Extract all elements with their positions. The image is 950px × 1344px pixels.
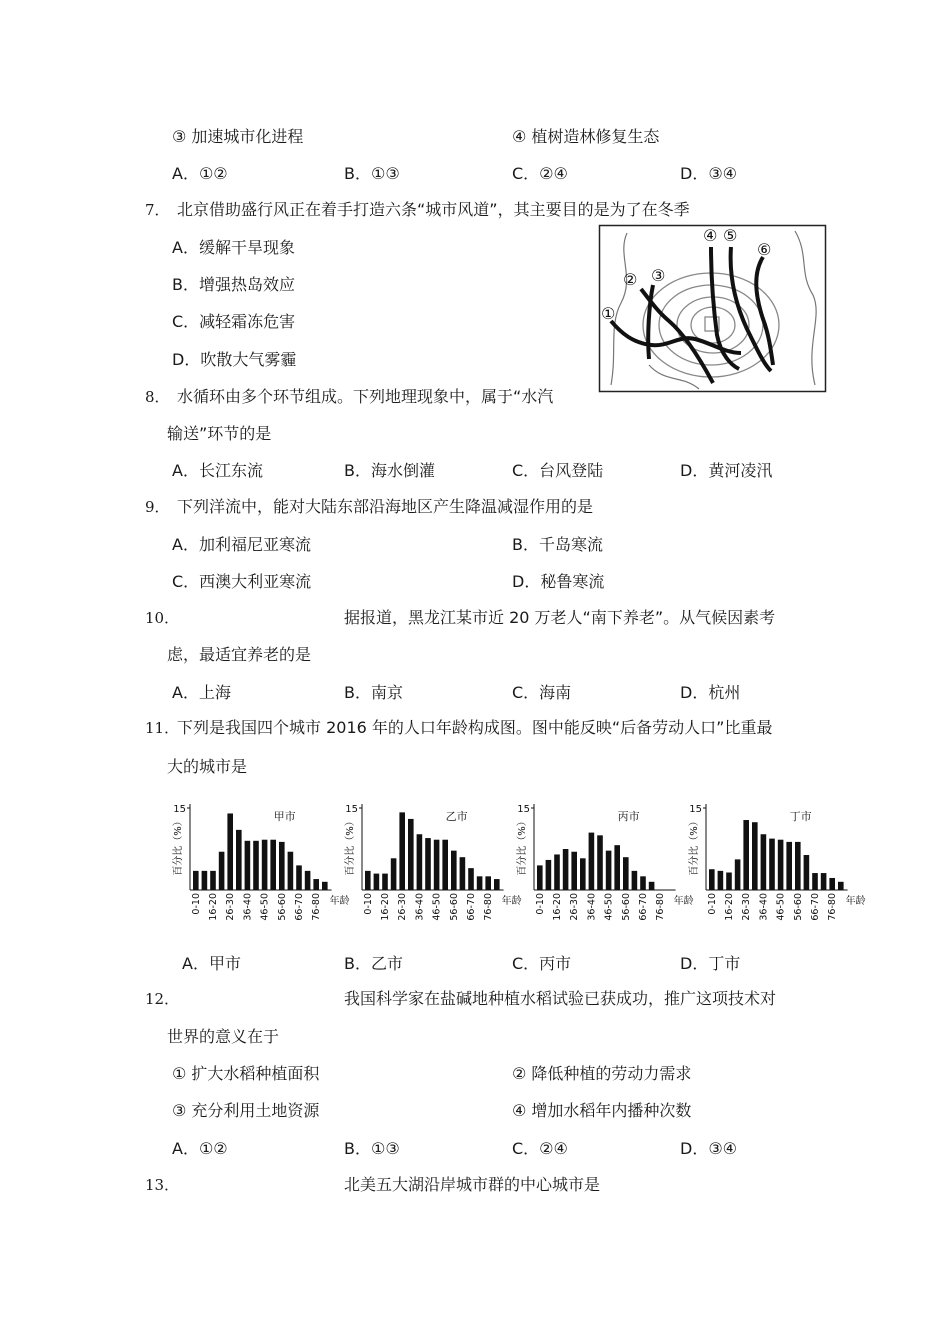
x-tick-label: 46-50 xyxy=(775,893,787,921)
q11-option-d[interactable]: D．丁市 xyxy=(680,954,741,973)
q8-option-d[interactable]: D．黄河凌汛 xyxy=(680,461,773,480)
bar xyxy=(554,854,560,890)
x-tick-label: 26-30 xyxy=(569,893,581,921)
q12-statement-3: ③ 充分利用土地资源 xyxy=(172,1101,320,1120)
x-tick-label: 0-10 xyxy=(534,893,546,915)
q9-option-a[interactable]: A．加利福尼亚寒流 xyxy=(172,535,311,554)
q6-statement-4: ④ 植树造林修复生态 xyxy=(512,127,660,146)
q8-stem-line1: 水循环由多个环节组成。下列地理现象中，属于“水汽 xyxy=(177,387,554,406)
q9-option-d[interactable]: D．秘鲁寒流 xyxy=(512,572,605,591)
x-tick-label: 0-10 xyxy=(190,893,202,915)
x-tick-label: 66-70 xyxy=(638,893,649,921)
bar xyxy=(778,840,784,890)
bar xyxy=(417,834,423,890)
bar xyxy=(227,813,233,890)
q12-statement-1: ① 扩大水稻种植面积 xyxy=(172,1064,320,1083)
x-axis-label: 年龄 xyxy=(501,896,522,907)
q7-option-c[interactable]: C．减轻霜冻危害 xyxy=(172,312,296,331)
q6-option-c[interactable]: C．②④ xyxy=(512,164,568,183)
x-tick-label: 16-20 xyxy=(208,893,219,921)
x-tick-label: 46-50 xyxy=(431,893,443,921)
q7-stem: 北京借助盛行风正在着手打造六条“城市风道”，其主要目的是为了在冬季 xyxy=(177,200,690,219)
y-axis-label: 百分比（%） xyxy=(689,816,700,876)
x-tick-label: 36-40 xyxy=(758,893,770,921)
bar xyxy=(546,860,552,890)
bar xyxy=(580,858,586,890)
x-tick-label: 66-70 xyxy=(466,893,477,921)
bar xyxy=(245,841,251,890)
x-tick-label: 36-40 xyxy=(414,893,426,921)
q12-option-a[interactable]: A．①② xyxy=(172,1139,228,1158)
bar xyxy=(649,882,655,890)
x-tick-label: 0-10 xyxy=(706,893,718,915)
bar xyxy=(442,840,448,890)
q10-option-d[interactable]: D．杭州 xyxy=(680,683,741,702)
q13-number: 13． xyxy=(145,1176,180,1194)
bar xyxy=(236,830,242,890)
bar xyxy=(632,871,638,890)
q10-option-c[interactable]: C．海南 xyxy=(512,683,572,702)
bar xyxy=(614,845,620,890)
q11-stem-line2: 大的城市是 xyxy=(167,757,248,776)
bar xyxy=(718,871,724,890)
q7-number: 7． xyxy=(145,201,170,219)
q11-option-c[interactable]: C．丙市 xyxy=(512,954,572,973)
q12-statement-2: ② 降低种植的劳动力需求 xyxy=(512,1064,692,1083)
q9-option-c[interactable]: C．西澳大利亚寒流 xyxy=(172,572,312,591)
x-tick-label: 26-30 xyxy=(397,893,409,921)
bar xyxy=(202,871,208,890)
x-tick-label: 76-80 xyxy=(655,893,667,921)
bar xyxy=(408,819,414,890)
map-label-1: ① xyxy=(601,304,616,323)
x-tick-label: 26-30 xyxy=(741,893,753,921)
bar xyxy=(468,868,474,890)
population-chart-jia xyxy=(168,798,350,926)
q12-option-c[interactable]: C．②④ xyxy=(512,1139,568,1158)
x-tick-label: 0-10 xyxy=(362,893,374,915)
population-chart-bing xyxy=(512,798,694,926)
bar xyxy=(571,852,577,890)
q10-stem-line2: 虑，最适宜养老的是 xyxy=(167,645,312,664)
x-tick-label: 76-80 xyxy=(827,893,839,921)
bar xyxy=(288,852,294,890)
bar xyxy=(477,876,483,890)
y-axis-label: 百分比（%） xyxy=(173,816,184,876)
q12-statement-4: ④ 增加水稻年内播种次数 xyxy=(512,1101,692,1120)
x-tick-label: 56-60 xyxy=(620,893,632,921)
bar xyxy=(752,822,758,890)
bar xyxy=(382,874,388,890)
bar xyxy=(829,878,835,890)
chart-title: 丙市 xyxy=(617,810,640,823)
x-tick-label: 76-80 xyxy=(311,893,323,921)
q8-number: 8． xyxy=(145,388,170,406)
x-tick-label: 16-20 xyxy=(380,893,391,921)
x-tick-label: 56-60 xyxy=(276,893,288,921)
bar xyxy=(709,869,715,890)
bar xyxy=(485,876,491,890)
population-chart-ding xyxy=(684,798,866,926)
population-chart-yi xyxy=(340,798,522,926)
wind-corridor-map xyxy=(599,225,826,392)
chart-title: 甲市 xyxy=(273,810,296,823)
y-axis-label: 百分比（%） xyxy=(517,816,528,876)
q11-number: 11． xyxy=(145,719,180,737)
bar xyxy=(374,874,380,890)
bar xyxy=(597,835,603,890)
q8-option-a[interactable]: A．长江东流 xyxy=(172,461,263,480)
bar xyxy=(494,879,500,890)
bar xyxy=(219,852,225,890)
q7-option-d[interactable]: D．吹散大气雾霾 xyxy=(172,350,297,369)
q12-stem-line1: 我国科学家在盐碱地种植水稻试验已获成功，推广这项技术对 xyxy=(344,989,777,1008)
bar xyxy=(804,855,810,890)
bar xyxy=(460,857,466,890)
q6-option-a[interactable]: A．①② xyxy=(172,164,228,183)
bar xyxy=(795,842,801,890)
q11-option-b[interactable]: B．乙市 xyxy=(344,954,403,973)
y-tick-label: 15 xyxy=(173,804,186,815)
q10-option-a[interactable]: A．上海 xyxy=(172,683,231,702)
q7-option-b[interactable]: B．增强热岛效应 xyxy=(172,275,295,294)
bar xyxy=(210,871,216,890)
map-label-5: ⑤ xyxy=(723,226,738,245)
y-axis-label: 百分比（%） xyxy=(345,816,356,876)
bar xyxy=(769,839,775,890)
bar xyxy=(313,879,319,890)
bar xyxy=(735,859,741,890)
x-tick-label: 66-70 xyxy=(810,893,821,921)
bar xyxy=(786,842,792,890)
bar xyxy=(640,876,646,890)
q12-option-d[interactable]: D．③④ xyxy=(680,1139,738,1158)
x-tick-label: 36-40 xyxy=(242,893,254,921)
bar xyxy=(193,871,199,890)
bar xyxy=(262,840,268,890)
bar xyxy=(761,834,767,890)
x-tick-label: 36-40 xyxy=(586,893,598,921)
q10-stem-line1: 据报道，黑龙江某市近 20 万老人“南下养老”。从气候因素考 xyxy=(344,608,776,627)
map-label-6: ⑥ xyxy=(757,240,772,259)
q11-option-a[interactable]: A．甲市 xyxy=(182,954,241,973)
map-label-4: ④ xyxy=(703,226,718,245)
q10-number: 10． xyxy=(145,609,180,627)
bar xyxy=(563,849,569,890)
chart-title: 乙市 xyxy=(445,810,468,823)
bar xyxy=(812,873,818,890)
x-tick-label: 76-80 xyxy=(483,893,495,921)
x-axis-label: 年龄 xyxy=(845,896,866,907)
bar xyxy=(451,851,457,890)
q6-option-b[interactable]: B．①③ xyxy=(344,164,400,183)
x-tick-label: 26-30 xyxy=(225,893,237,921)
q6-statement-3: ③ 加速城市化进程 xyxy=(172,127,304,146)
bar xyxy=(253,841,259,890)
y-tick-label: 15 xyxy=(345,804,358,815)
bar xyxy=(279,842,285,890)
q9-stem: 下列洋流中，能对大陆东部沿海地区产生降温减湿作用的是 xyxy=(177,497,594,516)
y-tick-label: 15 xyxy=(517,804,530,815)
map-label-2: ② xyxy=(623,270,638,289)
map-label-3: ③ xyxy=(651,266,666,285)
x-tick-label: 66-70 xyxy=(294,893,305,921)
q9-number: 9． xyxy=(145,498,170,516)
q13-stem: 北美五大湖沿岸城市群的中心城市是 xyxy=(344,1175,601,1194)
bar xyxy=(589,833,595,890)
x-tick-label: 56-60 xyxy=(448,893,460,921)
q6-option-d[interactable]: D．③④ xyxy=(680,164,738,183)
q12-stem-line2: 世界的意义在于 xyxy=(167,1027,280,1046)
bar xyxy=(623,857,629,890)
x-tick-label: 46-50 xyxy=(603,893,615,921)
q8-option-c[interactable]: C．台风登陆 xyxy=(512,461,604,480)
y-tick-label: 15 xyxy=(689,804,702,815)
q12-option-b[interactable]: B．①③ xyxy=(344,1139,400,1158)
bar xyxy=(305,871,311,890)
q8-option-b[interactable]: B．海水倒灌 xyxy=(344,461,435,480)
bar xyxy=(434,840,440,890)
x-tick-label: 56-60 xyxy=(792,893,804,921)
bar xyxy=(270,840,276,890)
bar xyxy=(606,851,612,890)
bar xyxy=(821,873,827,890)
q8-stem-line2: 输送”环节的是 xyxy=(167,424,272,443)
chart-title: 丁市 xyxy=(789,810,812,823)
bar xyxy=(296,865,302,890)
q7-option-a[interactable]: A．缓解干旱现象 xyxy=(172,238,295,257)
x-axis-label: 年龄 xyxy=(329,896,350,907)
bar xyxy=(425,838,431,890)
x-tick-label: 16-20 xyxy=(552,893,563,921)
q10-option-b[interactable]: B．南京 xyxy=(344,683,403,702)
bar xyxy=(537,865,543,890)
x-tick-label: 46-50 xyxy=(259,893,271,921)
x-tick-label: 16-20 xyxy=(724,893,735,921)
bar xyxy=(726,873,732,890)
x-axis-label: 年龄 xyxy=(673,896,694,907)
bar xyxy=(743,820,749,890)
bar xyxy=(391,858,397,890)
bar xyxy=(365,871,371,890)
q12-number: 12． xyxy=(145,990,180,1008)
q11-stem-line1: 下列是我国四个城市 2016 年的人口年龄构成图。图中能反映“后备劳动人口”比重最 xyxy=(177,718,773,737)
q9-option-b[interactable]: B．千岛寒流 xyxy=(512,535,603,554)
bar xyxy=(322,882,328,890)
bar xyxy=(399,812,405,890)
bar xyxy=(838,882,844,890)
